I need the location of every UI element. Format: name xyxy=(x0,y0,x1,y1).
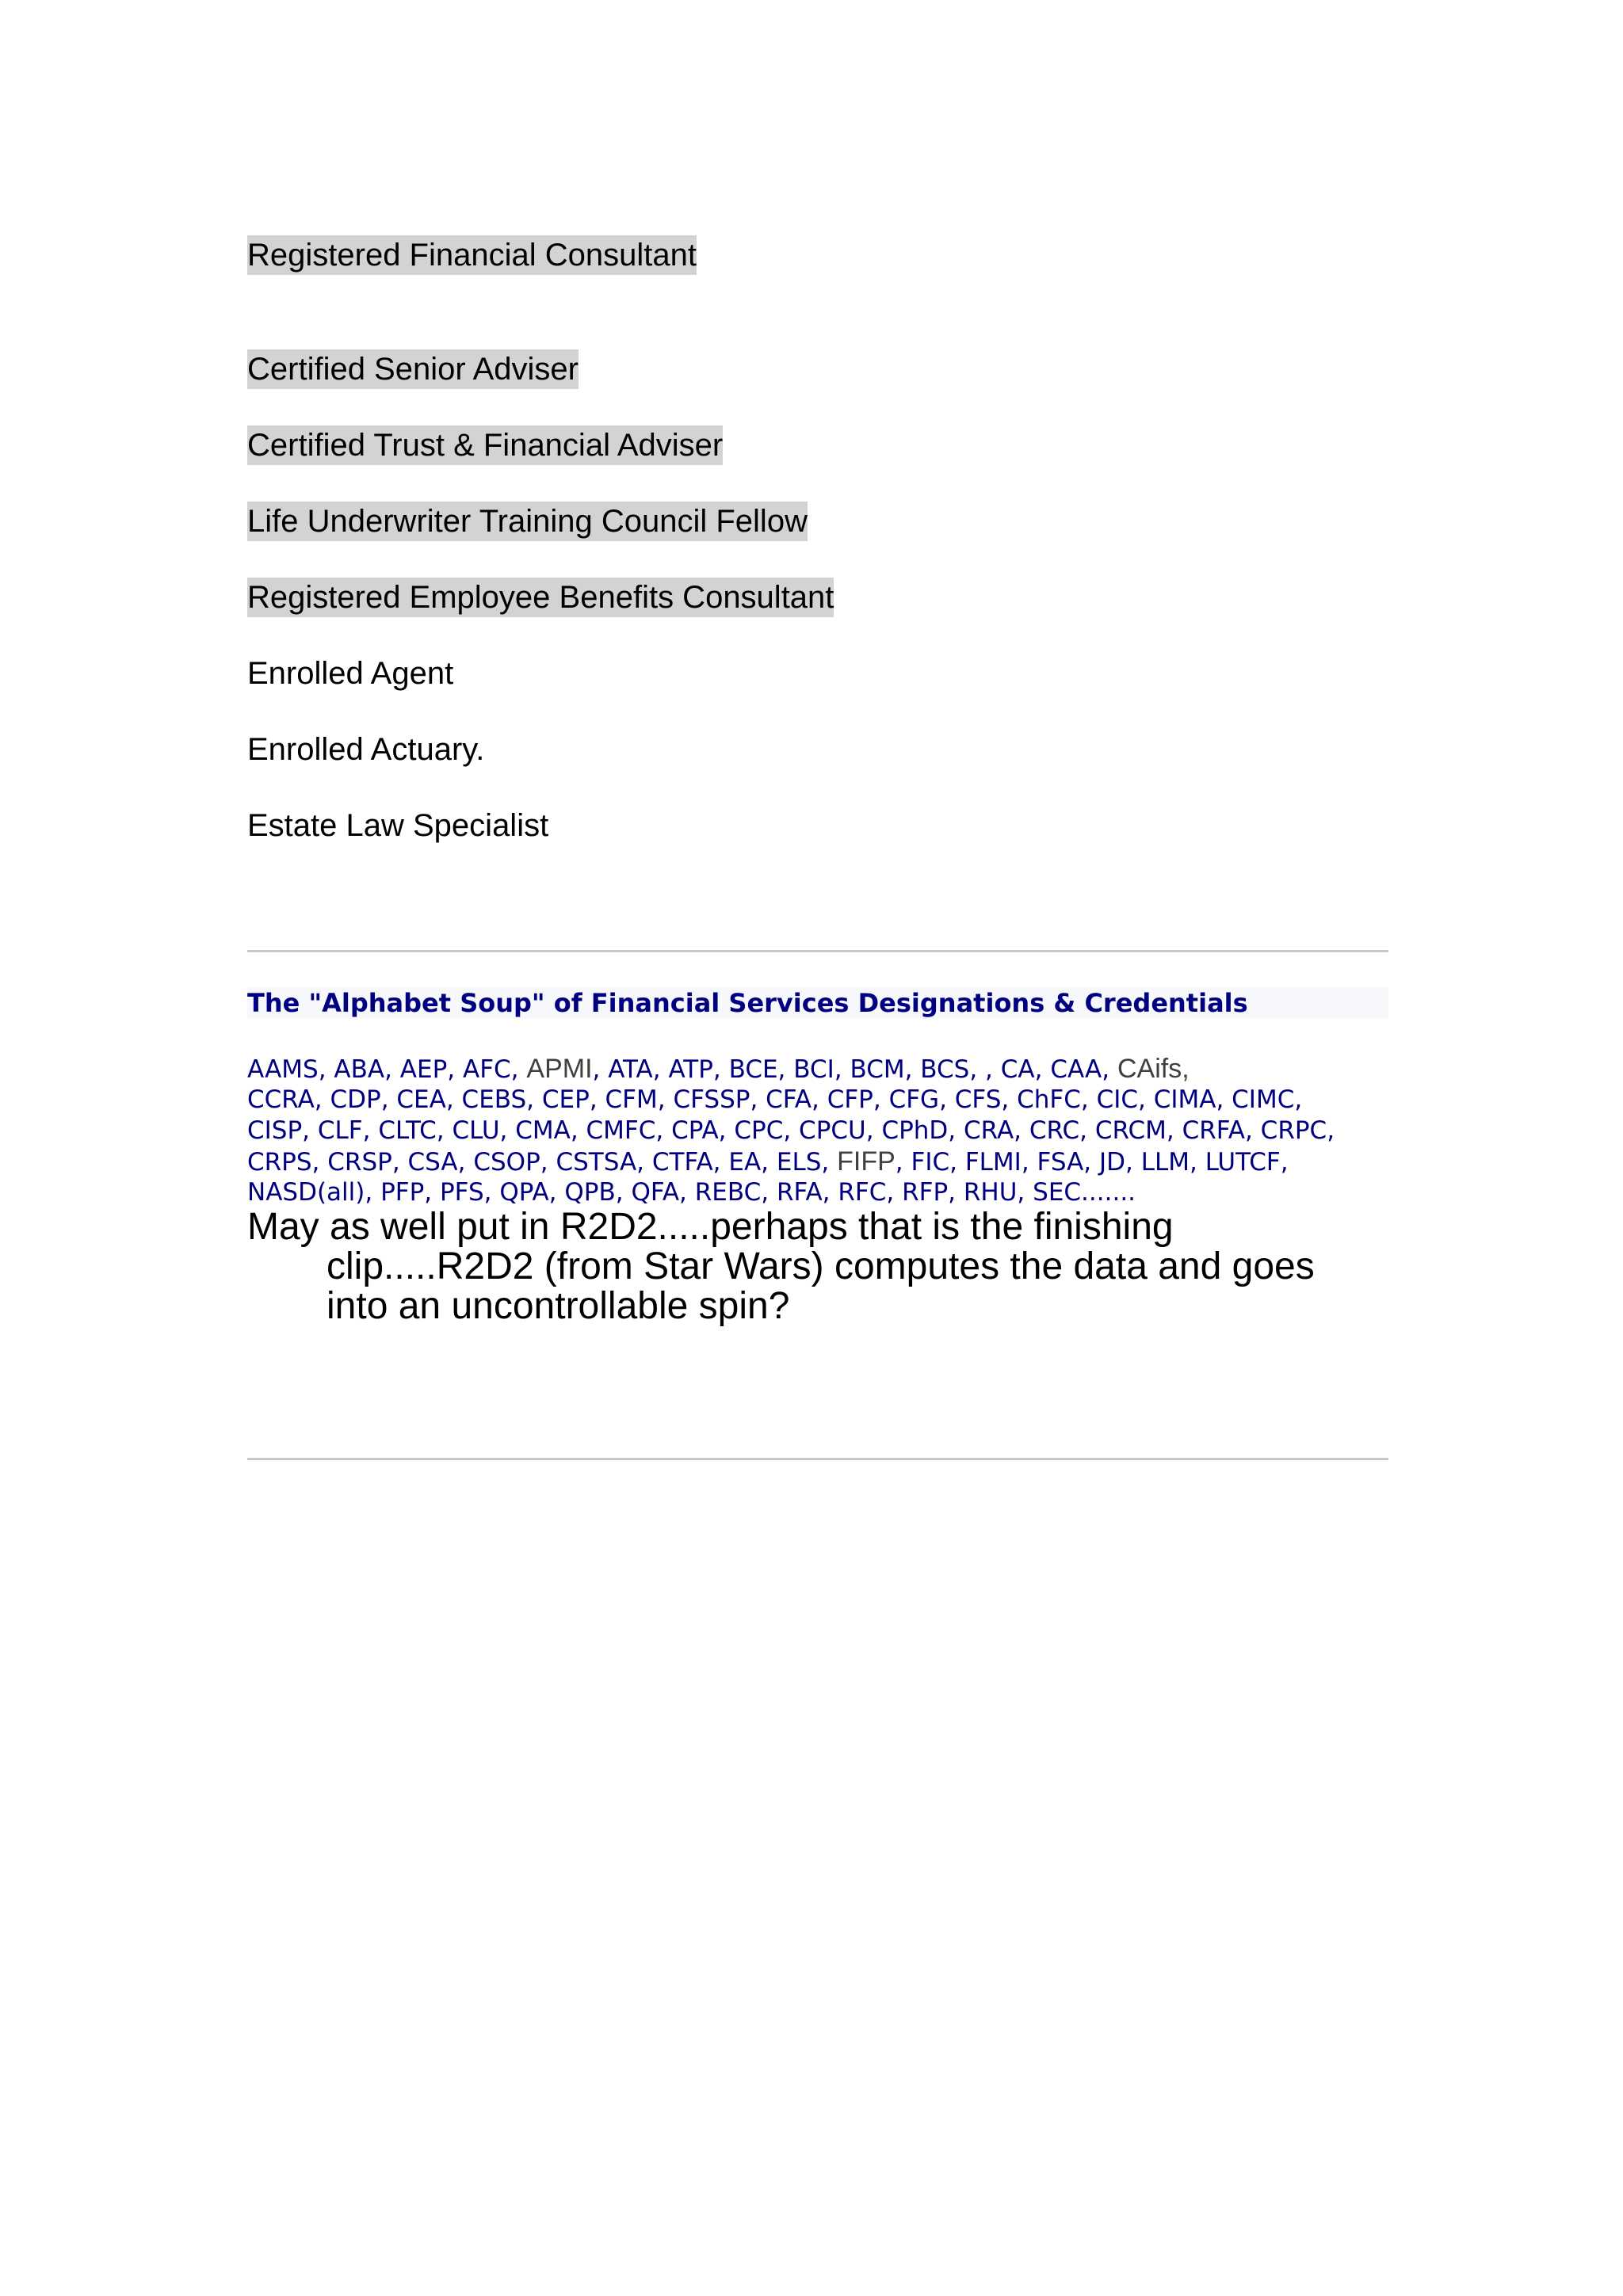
designation-enrolled-actuary: Enrolled Actuary. xyxy=(247,732,485,767)
designation-registered-employee-benefits-consultant: Registered Employee Benefits Consultant xyxy=(247,578,834,617)
soup-term-caifs: CAifs xyxy=(1117,1054,1182,1084)
closing-line-2: clip.....R2D2 (from Star Wars) computes the data and goes xyxy=(327,1245,1315,1287)
designation-certified-senior-adviser: Certified Senior Adviser xyxy=(247,349,579,389)
soup-text: CRPS, CRSP, CSA, CSOP, CSTSA, CTFA, EA, ELS, xyxy=(247,1148,838,1177)
horizontal-rule-top xyxy=(247,950,1388,952)
soup-text: , ATA, ATP, BCE, BCI, BCM, BCS, , CA, CAA, xyxy=(592,1055,1117,1084)
closing-line-1: May as well put in R2D2.....perhaps that is the finishing xyxy=(247,1206,1174,1248)
soup-text: , FIC, FLMI, FSA, JD, LLM, LUTCF, xyxy=(895,1148,1289,1177)
soup-text: , xyxy=(1182,1054,1190,1084)
soup-term-fifp: FIFP xyxy=(837,1146,896,1177)
soup-line-2: CCRA, CDP, CEA, CEBS, CEP, CFM, CFSSP, CFA, CFP, CFG, CFS, ChFC, CIC, CIMA, CIMC, xyxy=(247,1085,1303,1114)
alphabet-soup-heading: The "Alphabet Soup" of Financial Services Designations & Credentials xyxy=(247,987,1388,1019)
soup-line-1 xyxy=(247,1054,1388,1085)
soup-line-3: CISP, CLF, CLTC, CLU, CMA, CMFC, CPA, CPC, CPCU, CPhD, CRA, CRC, CRCM, CRFA, CRPC, xyxy=(247,1116,1335,1145)
closing-paragraph xyxy=(247,1207,1388,1326)
soup-text: AAMS, ABA, AEP, AFC, xyxy=(247,1055,527,1084)
soup-line-5: NASD(all), PFP, PFS, QPA, QPB, QFA, REBC, RFA, RFC, RFP, RHU, SEC....... xyxy=(247,1178,1136,1207)
closing-line-3: into an uncontrollable spin? xyxy=(327,1285,790,1327)
designation-enrolled-agent: Enrolled Agent xyxy=(247,656,454,691)
soup-line-4 xyxy=(247,1146,1388,1177)
alphabet-soup-list xyxy=(247,1054,1388,1208)
soup-term-apmi: APMI xyxy=(526,1054,593,1084)
document-page xyxy=(247,0,1388,2296)
designation-estate-law-specialist: Estate Law Specialist xyxy=(247,808,549,843)
designation-registered-financial-consultant: Registered Financial Consultant xyxy=(247,235,697,275)
designation-lutc-fellow: Life Underwriter Training Council Fellow xyxy=(247,502,808,541)
horizontal-rule-bottom xyxy=(247,1458,1388,1460)
designation-certified-trust-financial-adviser: Certified Trust & Financial Adviser xyxy=(247,425,723,465)
